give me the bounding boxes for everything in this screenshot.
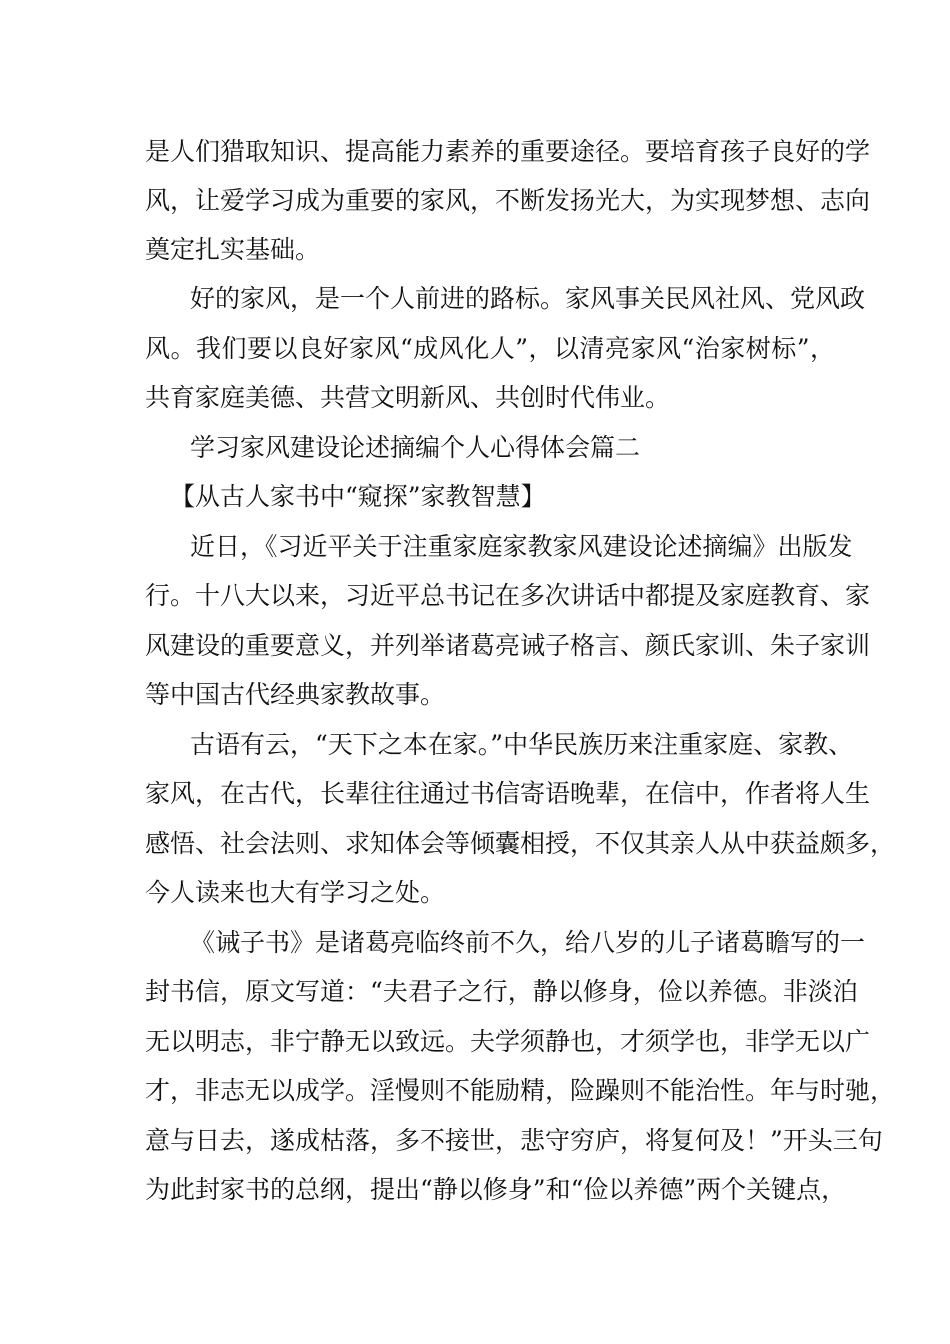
text-line: 风，让爱学习成为重要的家风，不断发扬光大，为实现梦想、志向 — [145, 186, 871, 215]
text-line: 是人们猎取知识、提高能力素养的重要途径。要培育孩子良好的学 — [145, 137, 871, 166]
text-line: 《诫子书》是诸葛亮临终前不久，给八岁的儿子诸葛瞻写的一 — [190, 928, 866, 957]
text-line: 今人读来也大有学习之处。 — [145, 878, 446, 907]
text-line: 好的家风，是一个人前进的路标。家风事关民风社风、党风政 — [190, 284, 866, 313]
text-line: 家风，在古代，长辈往往通过书信寄语晚辈，在信中，作者将人生 — [145, 779, 871, 808]
text-line: 等中国古代经典家教故事。 — [145, 680, 446, 709]
text-line: 感悟、社会法则、求知体会等倾囊相授，不仅其亲人从中获益颇多， — [145, 829, 896, 858]
section-heading: 学习家风建设论述摘编个人心得体会篇二 — [190, 433, 641, 462]
text-line: 近日，《习近平关于注重家庭家教家风建设论述摘编》出版发 — [190, 532, 853, 561]
text-line: 才，非志无以成学。淫慢则不能励精，险躁则不能治性。年与时驰， — [145, 1076, 896, 1105]
text-line: 风。我们要以良好家风“成风化人”，以清亮家风“治家树标”， — [145, 334, 835, 363]
text-line: 意与日去，遂成枯落，多不接世，悲守穷庐，将复何及！”开头三句 — [145, 1126, 883, 1155]
text-line: 风建设的重要意义，并列举诸葛亮诫子格言、颜氏家训、朱子家训 — [145, 631, 871, 660]
text-line: 奠定扎实基础。 — [145, 235, 321, 264]
text-line: 共育家庭美德、共营文明新风、共创时代伟业。 — [145, 383, 671, 412]
text-line: 封书信，原文写道：“夫君子之行，静以修身，俭以养德。非淡泊 — [145, 977, 858, 1006]
text-line: 无以明志，非宁静无以致远。夫学须静也，才须学也，非学无以广 — [145, 1027, 871, 1056]
article-title: 【从古人家书中“窥探”家教智慧】 — [170, 482, 546, 511]
text-line: 为此封家书的总纲，提出“静以修身”和“俭以养德”两个关键点， — [145, 1175, 847, 1204]
text-line: 行。十八大以来，习近平总书记在多次讲话中都提及家庭教育、家 — [145, 581, 871, 610]
text-line: 古语有云，“天下之本在家。”中华民族历来注重家庭、家教、 — [190, 730, 854, 759]
